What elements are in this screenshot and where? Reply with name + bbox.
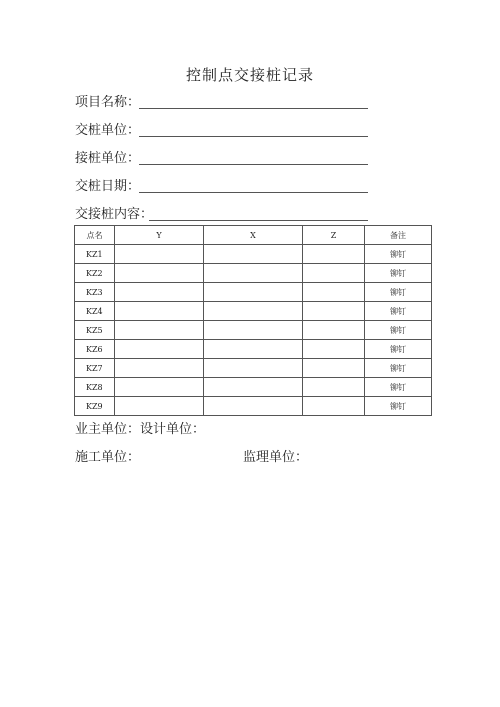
x-cell[interactable] xyxy=(204,264,303,283)
table-row xyxy=(75,397,432,416)
point-name-cell: KZ2 xyxy=(75,264,115,283)
note-cell: 铆钉 xyxy=(365,378,432,397)
z-cell[interactable] xyxy=(303,397,365,416)
y-cell[interactable] xyxy=(115,321,204,340)
note-cell: 铆钉 xyxy=(365,397,432,416)
note-cell: 铆钉 xyxy=(365,321,432,340)
table-row xyxy=(75,245,432,264)
note-cell: 铆钉 xyxy=(365,359,432,378)
table-row xyxy=(75,378,432,397)
y-cell[interactable] xyxy=(115,340,204,359)
note-cell: 铆钉 xyxy=(365,245,432,264)
x-cell[interactable] xyxy=(204,283,303,302)
point-name-cell: KZ9 xyxy=(75,397,115,416)
y-cell[interactable] xyxy=(115,245,204,264)
header-z: Z xyxy=(303,226,365,245)
point-name-cell: KZ6 xyxy=(75,340,115,359)
z-cell[interactable] xyxy=(303,302,365,321)
receiving-unit-field xyxy=(75,150,140,168)
y-cell[interactable] xyxy=(115,283,204,302)
table-row xyxy=(75,264,432,283)
receiving-unit-blank[interactable] xyxy=(139,164,368,165)
note-cell: 铆钉 xyxy=(365,264,432,283)
document-title: 控制点交接桩记录 xyxy=(185,66,314,84)
x-cell[interactable] xyxy=(204,359,303,378)
handover-date-field xyxy=(75,178,140,196)
construction-unit: 施工单位： xyxy=(75,450,141,465)
control-point-table xyxy=(74,225,432,416)
note-cell: 铆钉 xyxy=(365,302,432,321)
x-cell[interactable] xyxy=(204,302,303,321)
y-cell[interactable] xyxy=(115,397,204,416)
note-cell: 铆钉 xyxy=(365,283,432,302)
point-name-cell: KZ7 xyxy=(75,359,115,378)
project-name-blank[interactable] xyxy=(139,108,368,109)
table-row xyxy=(75,340,432,359)
z-cell[interactable] xyxy=(303,264,365,283)
table-row xyxy=(75,359,432,378)
point-name-cell: KZ3 xyxy=(75,283,115,302)
x-cell[interactable] xyxy=(204,340,303,359)
handover-date-label: 交桩日期： xyxy=(75,179,141,194)
x-cell[interactable] xyxy=(204,321,303,340)
handover-content-field xyxy=(75,206,153,224)
point-name-cell: KZ8 xyxy=(75,378,115,397)
receiving-unit-label: 接桩单位： xyxy=(75,151,141,166)
z-cell[interactable] xyxy=(303,378,365,397)
z-cell[interactable] xyxy=(303,340,365,359)
handover-unit-field xyxy=(75,122,140,140)
point-name-cell: KZ5 xyxy=(75,321,115,340)
header-y: Y xyxy=(115,226,204,245)
note-cell: 铆钉 xyxy=(365,340,432,359)
owner-design-units: 业主单位：设计单位： xyxy=(75,422,206,437)
x-cell[interactable] xyxy=(204,245,303,264)
project-name-label: 项目名称： xyxy=(75,95,141,110)
point-name-cell: KZ1 xyxy=(75,245,115,264)
z-cell[interactable] xyxy=(303,283,365,302)
table-row xyxy=(75,302,432,321)
header-point-name: 点名 xyxy=(75,226,115,245)
handover-content-label: 交接桩内容： xyxy=(75,207,154,222)
z-cell[interactable] xyxy=(303,245,365,264)
z-cell[interactable] xyxy=(303,321,365,340)
handover-date-blank[interactable] xyxy=(139,192,368,193)
x-cell[interactable] xyxy=(204,397,303,416)
table-header-row xyxy=(75,226,432,245)
project-name-field xyxy=(75,94,140,112)
table-row xyxy=(75,321,432,340)
table-row xyxy=(75,283,432,302)
handover-content-blank[interactable] xyxy=(149,220,368,221)
supervision-unit: 监理单位： xyxy=(243,450,309,465)
header-x: X xyxy=(204,226,303,245)
z-cell[interactable] xyxy=(303,359,365,378)
point-name-cell: KZ4 xyxy=(75,302,115,321)
handover-unit-label: 交桩单位： xyxy=(75,123,141,138)
y-cell[interactable] xyxy=(115,359,204,378)
header-note: 备注 xyxy=(365,226,432,245)
y-cell[interactable] xyxy=(115,378,204,397)
y-cell[interactable] xyxy=(115,264,204,283)
x-cell[interactable] xyxy=(204,378,303,397)
handover-unit-blank[interactable] xyxy=(139,136,368,137)
y-cell[interactable] xyxy=(115,302,204,321)
